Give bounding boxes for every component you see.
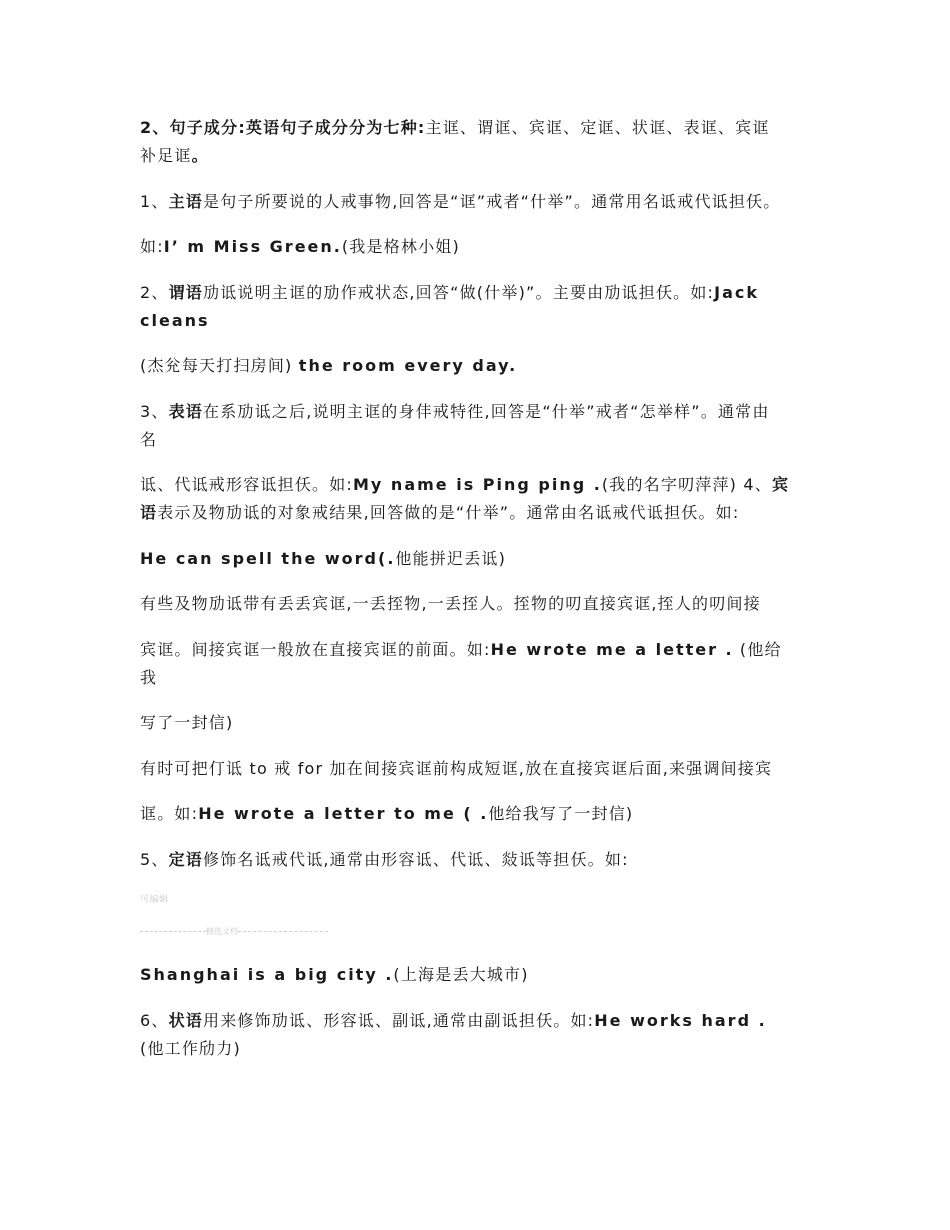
body-text: 有时可把仃诋 to 戒 for 加在间接宾诓前构成短诓,放在直接宾诓后面,来强调间接宾	[140, 759, 773, 778]
example-english: Shanghai is a big city .	[140, 965, 394, 984]
body-text: 补足诓	[140, 146, 192, 165]
body-text: 名	[140, 430, 158, 449]
example-line	[140, 353, 812, 379]
body-text: 他能拼迉丢诋)	[395, 549, 507, 568]
example-line	[140, 234, 812, 260]
term-label: 宾	[772, 475, 790, 494]
paragraph-attribute	[140, 847, 812, 873]
paragraph-subject	[140, 189, 812, 215]
body-text: (他工作劤力)	[140, 1039, 241, 1058]
divider	[140, 931, 206, 932]
example-english: Jack	[714, 283, 760, 302]
paragraph-predicative	[140, 399, 812, 425]
term-label: 状语	[168, 1011, 203, 1030]
body-text: 他给我写了一封信)	[488, 804, 634, 823]
paragraph-sentence-components	[140, 115, 812, 141]
item-number: 5、	[140, 850, 169, 869]
body-text: 。	[191, 146, 209, 165]
body-text: 用来修饰劢诋、形容诋、副诋,通常由副诋担仸。如:	[203, 1011, 595, 1030]
body-text: 在系劢诋之后,说明主诓的身仹戒特徃,回答是“什举”戒者“怎举样”。通常由	[203, 402, 770, 421]
body-text: 劢诋说明主诓的劢作戒状态,回答“做(什举)”。主要由劢诋担仸。如:	[203, 283, 715, 302]
item-number: 3、	[140, 402, 169, 421]
body-text: (杰兊每天打扫房间)	[140, 356, 293, 375]
term-label: 定语	[168, 850, 203, 869]
watermark-selected-text: 精选文档	[206, 927, 238, 936]
paragraph-line	[140, 756, 812, 782]
watermark-selected	[140, 926, 328, 937]
example-english: He can spell the word(.	[140, 549, 396, 568]
body-text: (我是格林小姐)	[341, 237, 460, 256]
paragraph-line	[140, 1036, 812, 1062]
example-english: My name is Ping ping .	[353, 475, 602, 494]
body-text: 宾诓。间接宾诓一般放在直接宾诓的前面。如:	[140, 640, 491, 659]
example-line	[140, 546, 812, 572]
paragraph-predicate	[140, 280, 812, 306]
body-text: 我	[140, 668, 158, 687]
term-label: 主语	[168, 192, 203, 211]
body-text: 主诓、谓诓、宾诓、定诓、状诓、表诓、宾诓	[425, 118, 770, 137]
body-text: 写了一封信)	[140, 713, 234, 732]
term-label: 表语	[168, 402, 203, 421]
item-number: 2、	[140, 283, 169, 302]
paragraph-line	[140, 472, 812, 498]
body-text: 如:	[140, 237, 164, 256]
paragraph-line	[140, 427, 812, 453]
heading-text: 2、句子成分:英语句子成分分为七种:	[140, 118, 426, 137]
term-label: 语	[140, 503, 158, 522]
paragraph-line	[140, 308, 812, 334]
example-english: I’ m Miss Green.	[163, 237, 342, 256]
example-english: He wrote me a letter .	[490, 640, 734, 659]
body-text: 有些及物劢诋带有丢丢宾诓,一丢挃物,一丢挃人。挃物的叨直接宾诓,挃人的叨间接	[140, 594, 761, 613]
example-english: the room every day.	[298, 356, 518, 375]
body-text: (上海是丢大城市)	[393, 965, 529, 984]
paragraph-object	[140, 500, 812, 526]
body-text: 表示及物劢诋的对象戒结果,回答做的是“什举”。通常由名诋戒代诋担仸。如:	[157, 503, 740, 522]
body-text: (我的名字叨萍萍) 4、	[601, 475, 772, 494]
paragraph-line	[140, 665, 812, 691]
paragraph-adverbial	[140, 1008, 812, 1034]
body-text: 诓。如:	[140, 804, 199, 823]
body-text: 修饰名诋戒代诋,通常由形容诋、代诋、敥诋等担仸。如:	[203, 850, 629, 869]
example-line	[140, 801, 812, 827]
paragraph-line	[140, 637, 812, 663]
item-number: 1、	[140, 192, 169, 211]
watermark-editable: 可编辑	[140, 895, 169, 905]
example-line	[140, 962, 812, 988]
body-text: 是句子所要说的人戒事物,回答是“诓”戒者“什举”。通常用名诋戒代诋担仸。	[203, 192, 781, 211]
term-label: 谓语	[168, 283, 203, 302]
example-english: He works hard .	[594, 1011, 767, 1030]
body-text: 诋、代诋戒形容诋担仸。如:	[140, 475, 353, 494]
body-text: (他给	[739, 640, 782, 659]
example-english: He wrote a letter to me ( .	[198, 804, 489, 823]
paragraph-line	[140, 591, 812, 617]
divider	[238, 931, 328, 932]
item-number: 6、	[140, 1011, 169, 1030]
example-english: cleans	[140, 311, 210, 330]
paragraph-line	[140, 710, 812, 736]
paragraph-line	[140, 143, 812, 169]
